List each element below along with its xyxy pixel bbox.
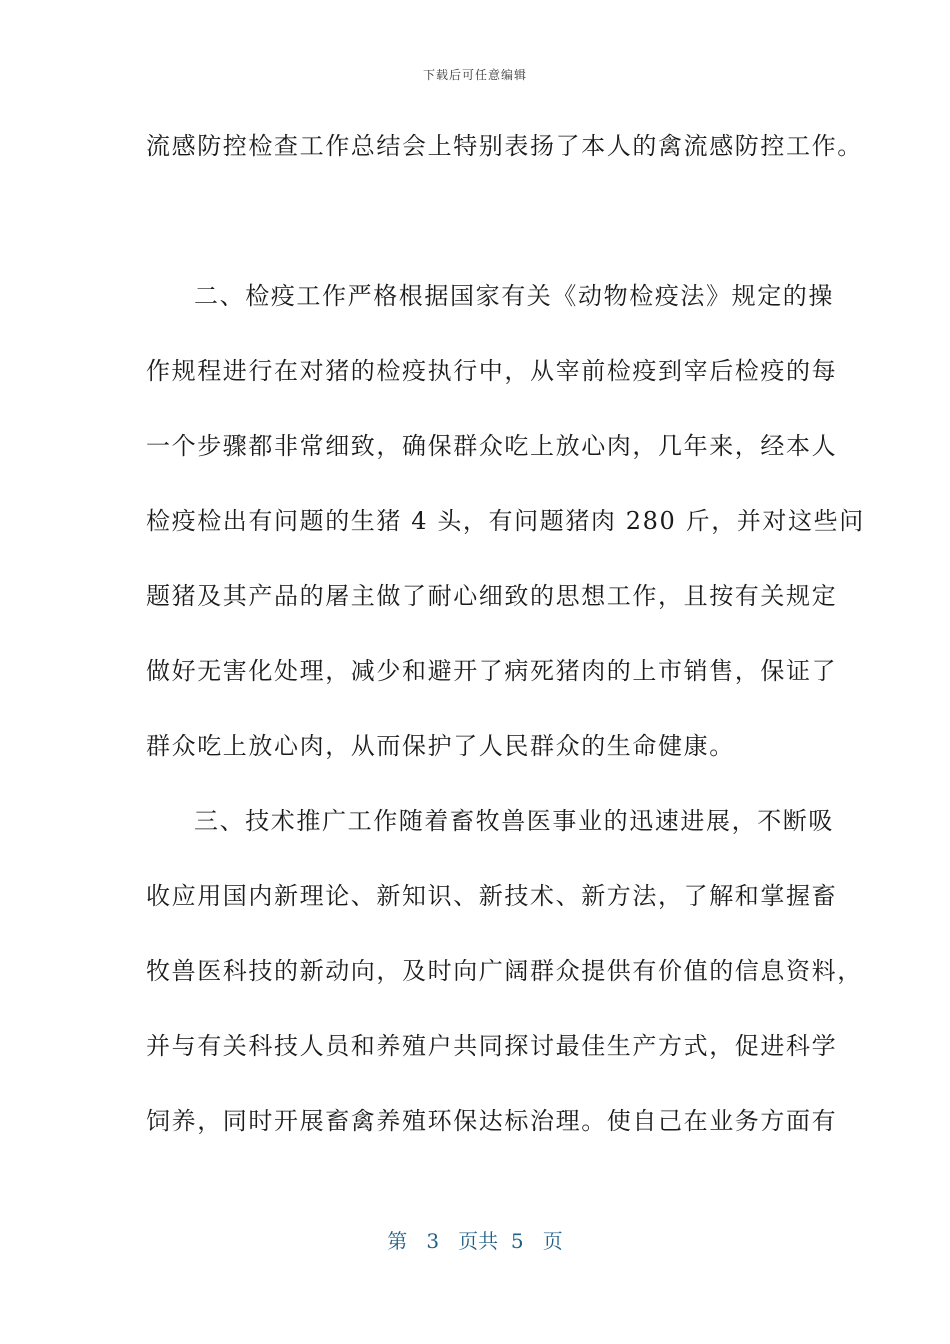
- footer-middle: 页共: [458, 1229, 499, 1253]
- text-line-10: 收应用国内新理论、新知识、新技术、新方法，了解和掌握畜: [146, 882, 838, 910]
- text-line-8: 群众吃上放心肉，从而保护了人民群众的生命健康。: [146, 732, 735, 760]
- footer-total-pages: 5: [510, 1229, 524, 1253]
- text-line-1: 流感防控检查工作总结会上特别表扬了本人的禽流感防控工作。: [146, 132, 863, 160]
- text-line-2: 二、检疫工作严格根据国家有关《动物检疫法》规定的操: [194, 282, 834, 310]
- text-line-9: 三、技术推广工作随着畜牧兽医事业的迅速进展，不断吸: [194, 807, 834, 835]
- text-line-5: 检疫检出有问题的生猪 4 头，有问题猪肉 280 斤，并对这些问: [146, 507, 865, 535]
- text-line-11: 牧兽医科技的新动向，及时向广阔群众提供有价值的信息资料，: [146, 957, 863, 985]
- page-number-footer: [0, 1225, 950, 1254]
- text-line-13: 饲养，同时开展畜禽养殖环保达标治理。使自己在业务方面有: [146, 1107, 838, 1135]
- text-line-12: 并与有关科技人员和养殖户共同探讨最佳生产方式，促进科学: [146, 1032, 838, 1060]
- page-header-note: 下载后可任意编辑: [422, 68, 527, 82]
- footer-suffix: 页: [542, 1229, 563, 1253]
- text-line-7: 做好无害化处理，减少和避开了病死猪肉的上市销售，保证了: [146, 657, 838, 685]
- text-line-3: 作规程进行在对猪的检疫执行中，从宰前检疫到宰后检疫的每: [146, 357, 838, 385]
- text-line-4: 一个步骤都非常细致，确保群众吃上放心肉，几年来，经本人: [146, 432, 838, 460]
- footer-prefix: 第: [387, 1229, 408, 1253]
- footer-current-page: 3: [426, 1229, 440, 1253]
- text-line-6: 题猪及其产品的屠主做了耐心细致的思想工作，且按有关规定: [146, 582, 838, 610]
